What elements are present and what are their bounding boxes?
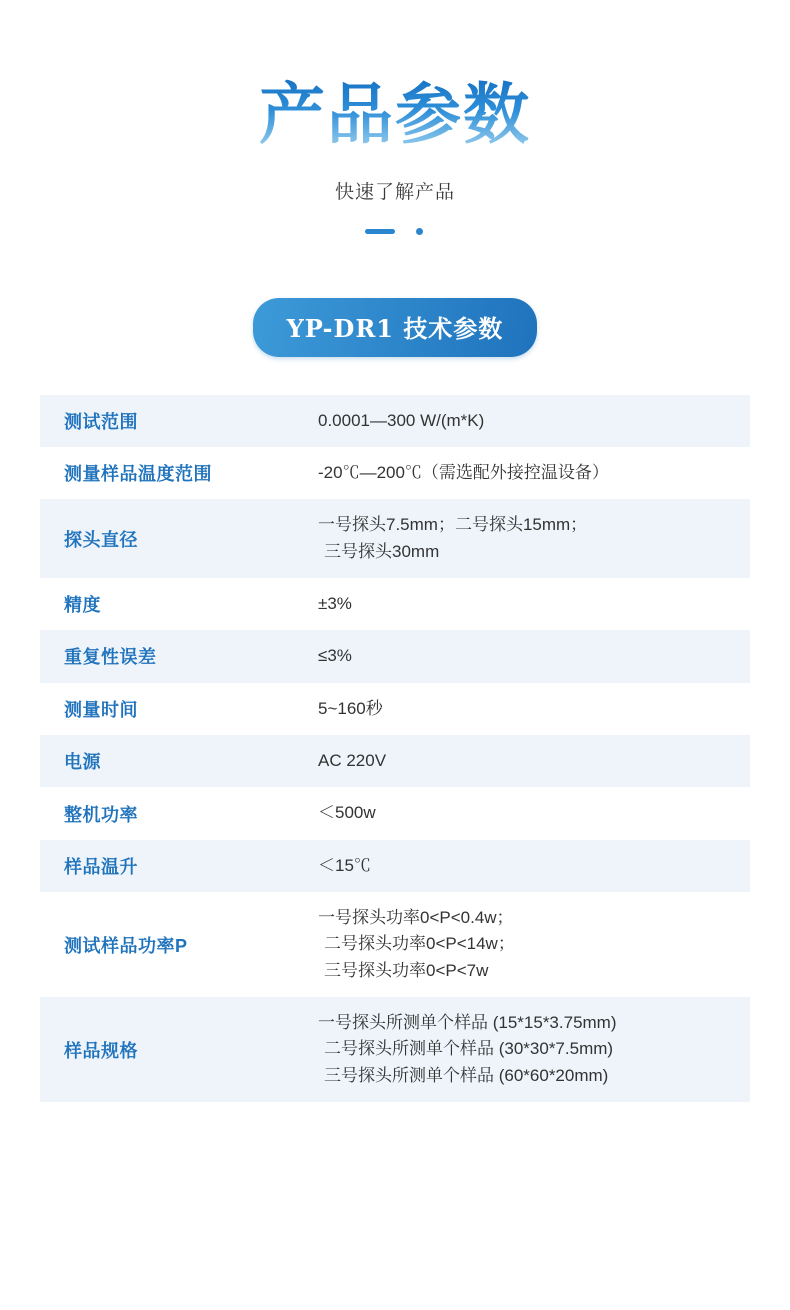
spec-value-line: ≤3% xyxy=(318,646,352,666)
table-row xyxy=(40,997,750,1102)
spec-label: 精度 xyxy=(64,595,101,616)
spec-value xyxy=(312,997,750,1102)
table-row xyxy=(40,630,750,682)
section-heading xyxy=(0,298,790,357)
spec-value-line: ＜15℃ xyxy=(318,855,371,875)
spec-label: 电源 xyxy=(64,752,101,773)
spec-label: 样品规格 xyxy=(64,1040,138,1061)
spec-value-line: 5~160秒 xyxy=(318,698,383,718)
divider-dot-icon xyxy=(416,228,423,235)
spec-label: 测量时间 xyxy=(64,699,138,720)
table-row xyxy=(40,735,750,787)
spec-value xyxy=(312,447,750,499)
spec-value-line: 二号探头功率0<P<14w； xyxy=(324,934,515,954)
spec-value xyxy=(312,787,750,839)
table-row xyxy=(40,892,750,997)
table-row xyxy=(40,683,750,735)
spec-label: 整机功率 xyxy=(64,804,138,825)
spec-table xyxy=(40,395,750,1103)
divider-bar-icon xyxy=(365,229,395,234)
spec-value-line: 一号探头功率0<P<0.4w； xyxy=(318,908,514,928)
spec-value xyxy=(312,499,750,578)
spec-value xyxy=(312,578,750,630)
table-row xyxy=(40,578,750,630)
table-row xyxy=(40,447,750,499)
spec-value-line: 二号探头所测单个样品 (30*30*7.5mm) xyxy=(324,1039,614,1059)
table-row xyxy=(40,840,750,892)
page-header xyxy=(0,0,790,236)
table-row xyxy=(40,499,750,578)
page-title: 产品参数 xyxy=(0,78,790,151)
spec-value-line: 三号探头30mm xyxy=(324,541,440,561)
table-row xyxy=(40,395,750,447)
spec-value xyxy=(312,395,750,447)
spec-value xyxy=(312,892,750,997)
spec-table-body xyxy=(40,395,750,1103)
spec-label: 探头直径 xyxy=(64,529,138,550)
spec-value-line: -20℃—200℃（需选配外接控温设备） xyxy=(318,462,609,482)
page-subtitle: 快速了解产品 xyxy=(334,181,455,203)
spec-value-line: 三号探头所测单个样品 (60*60*20mm) xyxy=(324,1065,609,1085)
decorative-divider xyxy=(365,226,425,236)
spec-value-line: 一号探头所测单个样品 (15*15*3.75mm) xyxy=(318,1013,617,1033)
table-row xyxy=(40,787,750,839)
spec-value-line: ＜500w xyxy=(318,803,376,823)
spec-value xyxy=(312,630,750,682)
spec-label: 测试样品功率P xyxy=(64,935,188,956)
spec-value-line: 一号探头7.5mm；二号探头15mm； xyxy=(318,515,588,535)
spec-value-line: ±3% xyxy=(318,593,352,613)
spec-label: 重复性误差 xyxy=(64,647,157,668)
spec-value-line: AC 220V xyxy=(318,751,387,770)
spec-value xyxy=(312,735,750,787)
spec-value-line: 0.0001—300 W/(m*K) xyxy=(318,410,485,430)
section-pill-label: YP-DR1 技术参数 xyxy=(253,298,538,357)
spec-label: 样品温升 xyxy=(64,856,138,877)
spec-value xyxy=(312,840,750,892)
spec-label: 测量样品温度范围 xyxy=(64,464,212,485)
spec-value xyxy=(312,683,750,735)
spec-label: 测试范围 xyxy=(64,411,138,432)
spec-value-line: 三号探头功率0<P<7w xyxy=(324,960,489,980)
